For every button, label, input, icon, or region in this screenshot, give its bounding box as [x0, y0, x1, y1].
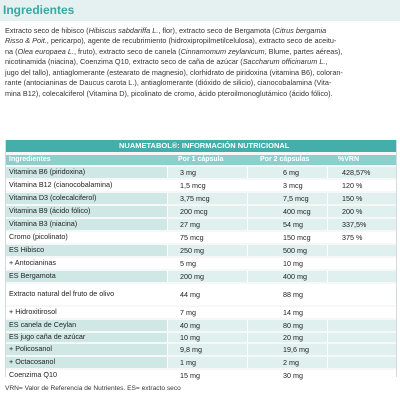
ingredient-text: mina B12), colecalciferol (Vitamina D), picolinato de cromo, ácido pteroilmonoglutámico (ácido fólico).	[5, 88, 333, 98]
cell-vrn	[328, 258, 396, 269]
cell-vrn: 428,57%	[328, 167, 396, 178]
cell-vrn	[328, 357, 396, 368]
cell-per-one: 75 mcg	[168, 232, 248, 243]
cell-ingredient: ES Bergamota	[6, 271, 168, 282]
table-row	[6, 344, 396, 355]
cell-ingredient: + Policosanol	[6, 344, 168, 355]
table-row	[6, 357, 396, 368]
cell-per-one: 10 mg	[168, 333, 248, 342]
cell-ingredient: ES Hibisco	[6, 245, 168, 256]
ingredient-latin-name: Saccharum officinarum L.	[242, 57, 326, 67]
header-per-two-capsules: Por 2 cápsulas	[260, 156, 310, 163]
header-ingredients: Ingredientes	[9, 156, 51, 163]
table-row	[6, 245, 396, 256]
table-body	[6, 167, 396, 381]
cell-vrn	[328, 245, 396, 256]
cell-per-one: 3,75 mcg	[168, 193, 248, 204]
ingredient-latin-name: Risso & Poit.	[5, 36, 47, 46]
header-vrn: %VRN	[338, 156, 360, 163]
ingredient-text: Extracto seco de hibisco (	[5, 26, 89, 35]
cell-per-one: 7 mg	[168, 307, 248, 318]
table-row	[6, 284, 396, 305]
cell-vrn: 337,5%	[328, 219, 396, 230]
cell-per-two: 7,5 mcg	[248, 193, 328, 204]
table-row	[6, 333, 396, 342]
ingredient-text: nicotinamida (niacina), Coenzima Q10, extracto seco de caña de azúcar (	[5, 57, 243, 67]
ingredient-latin-name: Citrus bergamia	[274, 26, 327, 35]
cell-per-one: 1 mg	[168, 357, 248, 368]
cell-per-one: 15 mg	[168, 370, 248, 381]
footnote: VRN= Valor de Referencia de Nutrientes. ES= extracto seco	[5, 385, 181, 392]
cell-per-two: 14 mg	[248, 307, 328, 318]
cell-per-two: 30 mg	[248, 370, 328, 381]
cell-per-two: 500 mg	[248, 245, 328, 256]
cell-ingredient: ES jugo caña de azúcar	[6, 333, 168, 342]
ingredient-text: ,	[325, 57, 328, 67]
cell-ingredient: Vitamina B9 (ácido fólico)	[6, 206, 168, 217]
cell-per-one: 200 mg	[168, 271, 248, 282]
cell-per-two: 150 mcg	[248, 232, 328, 243]
cell-per-two: 400 mg	[248, 271, 328, 282]
cell-vrn	[328, 284, 396, 305]
table-row	[6, 320, 396, 331]
cell-per-two: 88 mg	[248, 284, 328, 305]
table-row	[6, 232, 396, 243]
cell-per-one: 5 mg	[168, 258, 248, 269]
cell-vrn: 200 %	[328, 206, 396, 217]
table-title: NUAMETABOL®: INFORMACIÓN NUTRICIONAL	[119, 141, 290, 150]
ingredient-text: jugo del tallo), antiaglomerante (estearato de magnesio), clorhidrato de piridoxina (vitamina B6), coloran-	[5, 67, 343, 77]
table-header-row	[6, 155, 396, 165]
cell-per-two: 20 mg	[248, 333, 328, 342]
ingredient-text: na (	[5, 46, 18, 56]
cell-per-two: 19,6 mg	[248, 344, 328, 355]
table-row	[6, 307, 396, 318]
cell-vrn	[328, 271, 396, 282]
cell-per-one: 1,5 mcg	[168, 180, 248, 191]
cell-vrn: 150 %	[328, 193, 396, 204]
cell-ingredient: Vitamina B3 (niacina)	[6, 219, 168, 230]
ingredient-latin-name: Olea europaea L.	[17, 46, 74, 56]
ingredient-latin-name: Cinnamomum zeylanicum	[180, 46, 265, 56]
cell-vrn	[328, 307, 396, 318]
cell-per-two: 3 mcg	[248, 180, 328, 191]
cell-per-one: 44 mg	[168, 284, 248, 305]
cell-ingredient: + Antocianinas	[6, 258, 168, 269]
table-row	[6, 258, 396, 269]
section-title: Ingredientes	[3, 3, 75, 17]
cell-vrn: 375 %	[328, 232, 396, 243]
ingredient-text: , flor), extracto seco de Bergamota (	[158, 26, 275, 35]
cell-per-one: 200 mcg	[168, 206, 248, 217]
cell-ingredient: + Octacosanol	[6, 357, 168, 368]
nutrition-table	[5, 140, 397, 380]
cell-vrn	[328, 370, 396, 381]
cell-ingredient: + Hidroxitirosol	[6, 307, 168, 318]
cell-ingredient: Vitamina B12 (cianocobalamina)	[6, 180, 168, 191]
cell-vrn	[328, 320, 396, 331]
cell-per-one: 250 mg	[168, 245, 248, 256]
table-row	[6, 206, 396, 217]
ingredients-line	[5, 68, 397, 78]
cell-per-one: 9,8 mg	[168, 344, 248, 355]
cell-ingredient: Extracto natural del fruto de olivo	[6, 284, 168, 305]
ingredients-line	[5, 26, 397, 36]
cell-vrn	[328, 333, 396, 342]
cell-per-one: 3 mg	[168, 167, 248, 178]
table-row	[6, 271, 396, 282]
cell-per-two: 6 mg	[248, 167, 328, 178]
ingredients-line	[5, 78, 397, 88]
ingredients-line	[5, 36, 397, 46]
cell-vrn: 120 %	[328, 180, 396, 191]
header-per-one-capsule: Por 1 cápsula	[178, 156, 224, 163]
ingredient-text: rante (antocianinas de Daucus carota L.), antiaglomerante (dióxido de silicio), cianocobalamina (Vita-	[5, 78, 332, 88]
cell-per-one: 40 mg	[168, 320, 248, 331]
table-row	[6, 219, 396, 230]
cell-vrn	[328, 344, 396, 355]
cell-per-two: 54 mg	[248, 219, 328, 230]
table-row	[6, 193, 396, 204]
ingredient-text: , Blume, partes aéreas),	[264, 46, 343, 56]
ingredients-line	[5, 89, 397, 99]
ingredients-line	[5, 57, 397, 67]
table-row	[6, 167, 396, 178]
table-row	[6, 370, 396, 381]
cell-per-two: 80 mg	[248, 320, 328, 331]
cell-ingredient: Coenzima Q10	[6, 370, 168, 381]
table-row	[6, 180, 396, 191]
cell-ingredient: Vitamina B6 (piridoxina)	[6, 167, 168, 178]
cell-per-two: 400 mcg	[248, 206, 328, 217]
cell-per-one: 27 mg	[168, 219, 248, 230]
ingredient-latin-name: Hibiscus sabdariffa L.	[88, 26, 159, 35]
ingredients-paragraph	[5, 26, 397, 99]
ingredients-line	[5, 47, 397, 57]
cell-per-two: 2 mg	[248, 357, 328, 368]
table-title-bar	[6, 140, 396, 152]
cell-ingredient: Vitamina D3 (colecalciferol)	[6, 193, 168, 204]
ingredient-text: , pericarpo), agente de recubrimiento (hidroxipropilmetilcelulosa), extracto seco de aceitu-	[46, 36, 337, 46]
cell-ingredient: Cromo (picolinato)	[6, 232, 168, 243]
cell-per-two: 10 mg	[248, 258, 328, 269]
cell-ingredient: ES canela de Ceylan	[6, 320, 168, 331]
ingredient-text: , fruto), extracto seco de canela (	[73, 46, 181, 56]
